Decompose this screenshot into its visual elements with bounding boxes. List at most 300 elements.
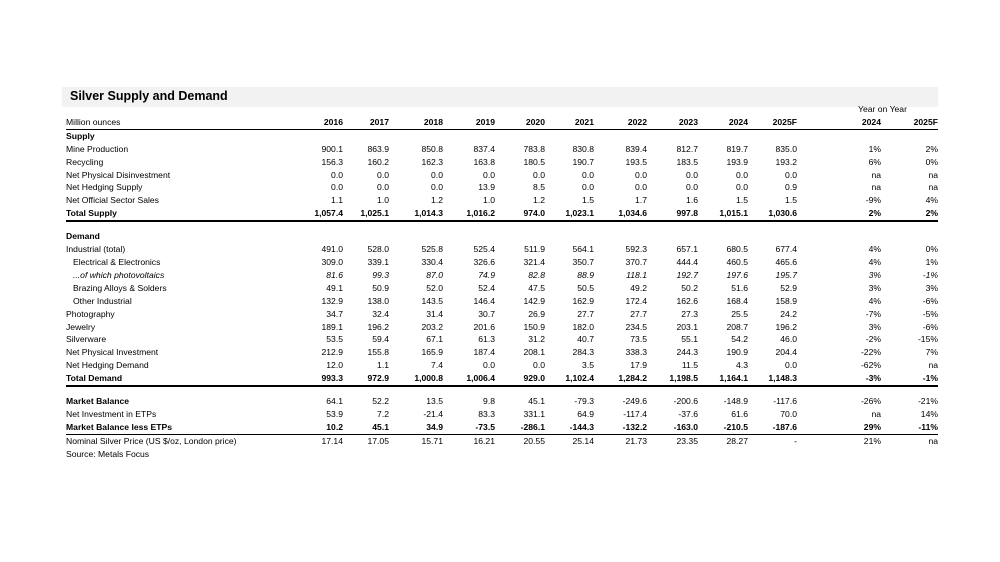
yoy-cell: -15% (917, 334, 938, 345)
value-cell: 53.9 (326, 408, 343, 419)
yoy-cell: 2% (797, 207, 881, 221)
row-label: Mine Production (66, 143, 129, 154)
value-cell: 163.8 (473, 156, 495, 167)
value-cell: 61.3 (478, 334, 495, 345)
value-cell: 196.2 (367, 321, 389, 332)
value-cell: 997.8 (647, 207, 698, 221)
value-cell: 45.1 (343, 421, 389, 434)
yoy-cell: 3% (868, 269, 881, 280)
value-cell: 30.7 (478, 308, 495, 319)
value-cell: 20.55 (523, 435, 545, 446)
value-cell: 1,000.8 (389, 372, 443, 386)
value-cell: 0.0 (483, 360, 495, 371)
year-header: 2019 (443, 116, 495, 129)
year-header: 2020 (495, 116, 545, 129)
value-cell: 168.4 (726, 295, 748, 306)
value-cell: 321.4 (523, 256, 545, 267)
value-cell: 1.0 (377, 195, 389, 206)
value-cell: -79.3 (574, 396, 594, 407)
value-cell: 819.7 (726, 143, 748, 154)
yoy-cell: 6% (868, 156, 881, 167)
yoy-cell: 1% (868, 143, 881, 154)
yoy-cell: 4% (868, 295, 881, 306)
value-cell: 146.4 (473, 295, 495, 306)
value-cell: 208.1 (523, 347, 545, 358)
value-cell: 1,014.3 (389, 207, 443, 221)
value-cell: 25.5 (731, 308, 748, 319)
yoy-cell: -5% (922, 308, 938, 319)
table-row (66, 156, 938, 169)
year-header: 2021 (545, 116, 594, 129)
yoy-cell: -6% (922, 295, 938, 306)
value-cell: 26.9 (528, 308, 545, 319)
value-cell: 50.9 (372, 282, 389, 293)
value-cell: 15.71 (421, 435, 443, 446)
yoy-cell: -1% (881, 372, 938, 386)
section-heading: Supply (66, 130, 95, 141)
value-cell: 11.5 (681, 360, 698, 371)
value-cell: 203.1 (676, 321, 698, 332)
value-cell: 1.6 (686, 195, 698, 206)
value-cell: 165.9 (421, 347, 443, 358)
value-cell: 212.9 (321, 347, 343, 358)
value-cell: 1,284.2 (594, 372, 647, 386)
value-cell: 0.0 (331, 182, 343, 193)
value-cell: 204.4 (775, 347, 797, 358)
value-cell: 64.1 (326, 396, 343, 407)
row-label: Silverware (66, 334, 107, 345)
value-cell: 525.8 (421, 244, 443, 255)
table-row (66, 243, 938, 256)
row-label: Recycling (66, 156, 104, 167)
value-cell: 187.4 (473, 347, 495, 358)
yoy-cell: 3% (868, 321, 881, 332)
yoy-cell: -22% (860, 347, 881, 358)
row-label: Brazing Alloys & Solders (73, 282, 167, 293)
value-cell: 0.0 (686, 169, 698, 180)
year-header: 2018 (389, 116, 443, 129)
value-cell: 0.9 (785, 182, 797, 193)
value-cell: 0.0 (582, 169, 594, 180)
value-cell: 73.5 (630, 334, 647, 345)
table-row (66, 194, 938, 207)
value-cell: 8.5 (533, 182, 545, 193)
year-header: 2023 (647, 116, 698, 129)
yoy-cell: 4% (925, 195, 938, 206)
year-header: 2024 (698, 116, 748, 129)
value-cell: 67.1 (426, 334, 443, 345)
value-cell: 189.1 (321, 321, 343, 332)
value-cell: 12.0 (326, 360, 343, 371)
value-cell: 1.0 (483, 195, 495, 206)
value-cell: 143.5 (421, 295, 443, 306)
value-cell: 183.5 (676, 156, 698, 167)
row-label: Net Official Sector Sales (66, 195, 159, 206)
row-label: ...of which photovoltaics (73, 269, 165, 280)
value-cell: 13.5 (426, 396, 443, 407)
table-row (66, 169, 938, 182)
yoy-cell: -26% (860, 396, 881, 407)
yoy-cell: na (871, 182, 881, 193)
value-cell: 49.1 (326, 282, 343, 293)
value-cell: 309.0 (321, 256, 343, 267)
value-cell: 155.8 (367, 347, 389, 358)
value-cell: -132.2 (594, 421, 647, 434)
yoy-cell: -21% (917, 396, 938, 407)
row-label: Net Hedging Supply (66, 182, 143, 193)
yoy-cell: 3% (868, 282, 881, 293)
value-cell: 0.0 (635, 169, 647, 180)
value-cell: 182.0 (572, 321, 594, 332)
value-cell: 162.3 (421, 156, 443, 167)
value-cell: 0.0 (377, 169, 389, 180)
value-cell: -286.1 (495, 421, 545, 434)
value-cell: 234.5 (625, 321, 647, 332)
value-cell: 46.0 (780, 334, 797, 345)
value-cell: 40.7 (577, 334, 594, 345)
table-row (66, 421, 938, 434)
value-cell: 27.7 (630, 308, 647, 319)
value-cell: 156.3 (321, 156, 343, 167)
value-cell: 0.0 (431, 169, 443, 180)
value-cell: 21.73 (625, 435, 647, 446)
value-cell: 244.3 (676, 347, 698, 358)
spacer-row (66, 221, 938, 230)
table-row (66, 434, 938, 447)
value-cell: 339.1 (367, 256, 389, 267)
row-label: Nominal Silver Price (US $/oz, London price) (66, 435, 237, 446)
value-cell: 158.9 (775, 295, 797, 306)
value-cell: 172.4 (625, 295, 647, 306)
value-cell: 680.5 (726, 244, 748, 255)
value-cell: -21.4 (423, 408, 443, 419)
value-cell: 491.0 (321, 244, 343, 255)
table-title: Silver Supply and Demand (70, 89, 228, 103)
table-row (66, 321, 938, 334)
yoy-cell: 4% (868, 244, 881, 255)
yoy-cell: 0% (925, 156, 938, 167)
value-cell: 59.4 (372, 334, 389, 345)
table-row (66, 395, 938, 408)
yoy-cell: 7% (925, 347, 938, 358)
value-cell: 1.1 (331, 195, 343, 206)
value-cell: 326.6 (473, 256, 495, 267)
value-cell: - (794, 435, 797, 446)
value-cell: 13.9 (478, 182, 495, 193)
value-cell: 444.4 (676, 256, 698, 267)
value-cell: 201.6 (473, 321, 495, 332)
value-cell: 197.6 (726, 269, 748, 280)
yoy-year-header: 2025F (881, 116, 938, 129)
value-cell: 7.4 (431, 360, 443, 371)
value-cell: 87.0 (426, 269, 443, 280)
value-cell: -187.6 (748, 421, 797, 434)
value-cell: 53.5 (326, 334, 343, 345)
table-row (66, 269, 938, 282)
value-cell: 1,023.1 (545, 207, 594, 221)
yoy-cell: -11% (881, 421, 938, 434)
column-header-row (66, 116, 938, 129)
table-row (66, 372, 938, 386)
table-row (66, 256, 938, 269)
value-cell: 193.9 (726, 156, 748, 167)
value-cell: 1,025.1 (343, 207, 389, 221)
year-header: 2017 (343, 116, 389, 129)
section-heading-row (66, 129, 938, 142)
value-cell: 1.1 (377, 360, 389, 371)
yoy-cell: na (928, 182, 938, 193)
value-cell: 81.6 (326, 269, 343, 280)
value-cell: 338.3 (625, 347, 647, 358)
value-cell: 17.9 (630, 360, 647, 371)
value-cell: 284.3 (572, 347, 594, 358)
value-cell: 465.6 (775, 256, 797, 267)
yoy-cell: -1% (922, 269, 938, 280)
value-cell: 49.2 (630, 282, 647, 293)
value-cell: -117.6 (773, 396, 797, 407)
table-row (66, 181, 938, 194)
yoy-cell: 1% (925, 256, 938, 267)
row-label: Net Physical Disinvestment (66, 169, 171, 180)
value-cell: 203.2 (421, 321, 443, 332)
value-cell: 1,030.6 (748, 207, 797, 221)
unit-label: Million ounces (66, 116, 276, 129)
value-cell: 331.1 (523, 408, 545, 419)
value-cell: 1,164.1 (698, 372, 748, 386)
table-row (66, 308, 938, 321)
yoy-cell: 21% (863, 435, 881, 446)
value-cell: 55.1 (681, 334, 698, 345)
value-cell: 528.0 (367, 244, 389, 255)
value-cell: 525.4 (473, 244, 495, 255)
table-row (66, 346, 938, 359)
value-cell: 50.5 (577, 282, 594, 293)
value-cell: 0.0 (377, 182, 389, 193)
value-cell: 118.1 (626, 269, 647, 280)
table-row (66, 333, 938, 346)
value-cell: 162.6 (676, 295, 698, 306)
value-cell: 142.9 (523, 295, 545, 306)
yoy-cell: -2% (865, 334, 881, 345)
value-cell: 74.9 (478, 269, 495, 280)
value-cell: 16.21 (473, 435, 495, 446)
value-cell: 830.8 (572, 143, 594, 154)
value-cell: 4.3 (736, 360, 748, 371)
value-cell: 195.7 (775, 269, 797, 280)
value-cell: 1.5 (582, 195, 594, 206)
value-cell: 27.3 (681, 308, 698, 319)
value-cell: 837.4 (473, 143, 495, 154)
value-cell: -73.5 (443, 421, 495, 434)
value-cell: 190.9 (726, 347, 748, 358)
value-cell: 132.9 (321, 295, 343, 306)
value-cell: 677.4 (775, 244, 797, 255)
value-cell: 31.4 (426, 308, 443, 319)
yoy-cell: na (871, 408, 881, 419)
value-cell: -200.6 (673, 396, 698, 407)
value-cell: 138.0 (367, 295, 389, 306)
value-cell: 160.2 (367, 156, 389, 167)
value-cell: 0.0 (736, 182, 748, 193)
value-cell: 1.7 (635, 195, 647, 206)
yoy-cell: na (928, 435, 938, 446)
row-label: Jewelry (66, 321, 96, 332)
value-cell: 25.14 (572, 435, 594, 446)
value-cell: -148.9 (723, 396, 748, 407)
value-cell: 34.9 (389, 421, 443, 434)
value-cell: 657.1 (676, 244, 698, 255)
value-cell: -117.4 (623, 408, 647, 419)
value-cell: 564.1 (572, 244, 594, 255)
row-label: Net Investment in ETPs (66, 408, 157, 419)
value-cell: 0.0 (736, 169, 748, 180)
row-label: Market Balance (66, 396, 130, 407)
value-cell: 34.7 (326, 308, 343, 319)
value-cell: 835.0 (775, 143, 797, 154)
value-cell: 1,015.1 (698, 207, 748, 221)
row-label: Net Physical Investment (66, 347, 159, 358)
value-cell: 190.7 (572, 156, 594, 167)
value-cell: 7.2 (377, 408, 389, 419)
value-cell: 0.0 (785, 360, 797, 371)
yoy-year-header: 2024 (797, 116, 881, 129)
table-row (66, 143, 938, 156)
value-cell: -144.3 (545, 421, 594, 434)
value-cell: -249.6 (622, 396, 647, 407)
table-body (66, 129, 938, 460)
spacer-row (66, 386, 938, 395)
value-cell: 64.9 (577, 408, 594, 419)
value-cell: 350.7 (572, 256, 594, 267)
value-cell: 1,102.4 (545, 372, 594, 386)
value-cell: 1,057.4 (276, 207, 343, 221)
yoy-cell: na (928, 360, 938, 371)
year-header: 2022 (594, 116, 647, 129)
value-cell: 974.0 (495, 207, 545, 221)
value-cell: 180.5 (523, 156, 545, 167)
value-cell: 10.2 (276, 421, 343, 434)
value-cell: 208.7 (726, 321, 748, 332)
value-cell: 32.4 (372, 308, 389, 319)
value-cell: 54.2 (731, 334, 748, 345)
value-cell: 52.4 (478, 282, 495, 293)
value-cell: 3.5 (582, 360, 594, 371)
value-cell: 23.35 (676, 435, 698, 446)
row-label: Total Supply (66, 207, 276, 221)
row-label: Net Hedging Demand (66, 360, 149, 371)
yoy-cell: 4% (868, 256, 881, 267)
table-row (66, 295, 938, 308)
value-cell: 9.8 (483, 396, 495, 407)
value-cell: 47.5 (528, 282, 545, 293)
value-cell: 0.0 (785, 169, 797, 180)
source-row (66, 448, 938, 461)
value-cell: 61.6 (731, 408, 748, 419)
section-heading-row (66, 230, 938, 243)
row-label: Photography (66, 308, 115, 319)
yoy-cell: -6% (922, 321, 938, 332)
value-cell: 863.9 (367, 143, 389, 154)
value-cell: 192.7 (676, 269, 698, 280)
value-cell: 0.0 (635, 182, 647, 193)
value-cell: 370.7 (625, 256, 647, 267)
yoy-cell: 14% (920, 408, 938, 419)
value-cell: 592.3 (625, 244, 647, 255)
value-cell: 850.8 (421, 143, 443, 154)
value-cell: 1.5 (736, 195, 748, 206)
value-cell: 28.27 (726, 435, 748, 446)
yoy-cell: -3% (797, 372, 881, 386)
value-cell: 70.0 (780, 408, 797, 419)
value-cell: 460.5 (726, 256, 748, 267)
yoy-cell: na (928, 169, 938, 180)
source-note: Source: Metals Focus (66, 448, 150, 459)
value-cell: 24.2 (780, 308, 797, 319)
value-cell: 17.14 (321, 435, 343, 446)
value-cell: 88.9 (577, 269, 594, 280)
value-cell: 1,148.3 (748, 372, 797, 386)
value-cell: 1.2 (431, 195, 443, 206)
value-cell: 0.0 (483, 169, 495, 180)
table-row (66, 207, 938, 221)
yoy-cell: na (871, 169, 881, 180)
row-label: Market Balance less ETPs (66, 421, 276, 434)
value-cell: 0.0 (686, 182, 698, 193)
row-label: Electrical & Electronics (73, 256, 161, 267)
yoy-cell: -7% (865, 308, 881, 319)
value-cell: 50.2 (681, 282, 698, 293)
value-cell: 783.8 (523, 143, 545, 154)
yoy-cell: 2% (881, 207, 938, 221)
year-header: 2025F (748, 116, 797, 129)
value-cell: 0.0 (582, 182, 594, 193)
value-cell: 82.8 (528, 269, 545, 280)
value-cell: -163.0 (647, 421, 698, 434)
value-cell: 812.7 (676, 143, 698, 154)
yoy-cell: 3% (925, 282, 938, 293)
value-cell: 193.5 (625, 156, 647, 167)
yoy-cell: 29% (797, 421, 881, 434)
value-cell: 52.9 (780, 282, 797, 293)
value-cell: 330.4 (421, 256, 443, 267)
value-cell: 150.9 (523, 321, 545, 332)
value-cell: 193.2 (775, 156, 797, 167)
value-cell: 993.3 (276, 372, 343, 386)
yoy-cell: -62% (860, 360, 881, 371)
value-cell: 52.0 (426, 282, 443, 293)
value-cell: 51.6 (731, 282, 748, 293)
year-header: 2016 (276, 116, 343, 129)
value-cell: 0.0 (533, 360, 545, 371)
value-cell: 900.1 (321, 143, 343, 154)
value-cell: 839.4 (625, 143, 647, 154)
value-cell: 27.7 (577, 308, 594, 319)
value-cell: 83.3 (478, 408, 495, 419)
value-cell: 1,006.4 (443, 372, 495, 386)
value-cell: -37.6 (678, 408, 698, 419)
value-cell: 0.0 (533, 169, 545, 180)
value-cell: 45.1 (528, 396, 545, 407)
value-cell: 1,198.5 (647, 372, 698, 386)
yoy-header-row (66, 103, 938, 116)
value-cell: 52.2 (372, 396, 389, 407)
row-label: Other Industrial (73, 295, 132, 306)
table-row (66, 282, 938, 295)
section-heading: Demand (66, 231, 100, 242)
yoy-label: Year on Year (858, 104, 907, 114)
yoy-cell: 0% (925, 244, 938, 255)
value-cell: 99.3 (372, 269, 389, 280)
